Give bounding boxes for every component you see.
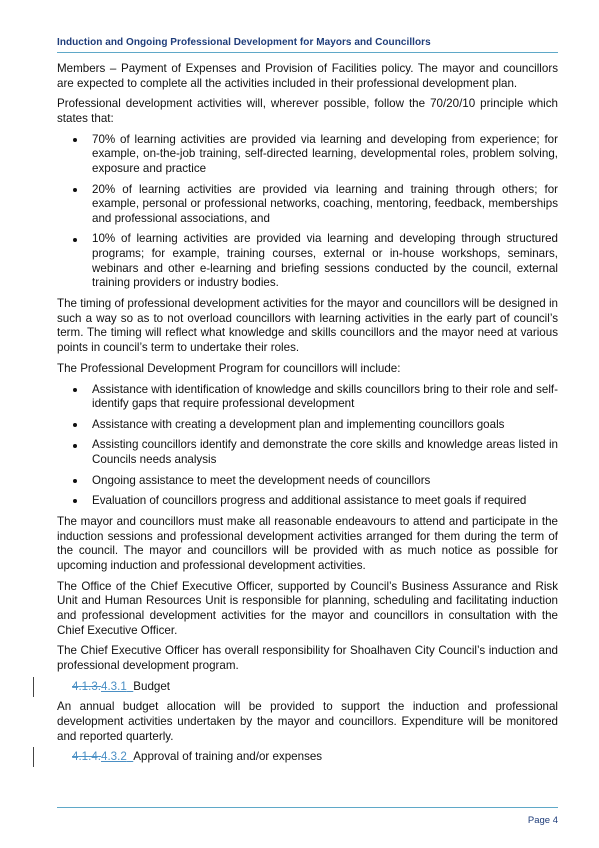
header-rule <box>57 52 558 53</box>
list-item-text: Evaluation of councillors progress and additional assistance to meet goals if required <box>92 494 527 508</box>
list-item-text: 70% of learning activities are provided via learning and developing from experience; for example, on-the-job training, self-directed learning, developmental roles, problem solving, exposure and practice <box>92 132 558 175</box>
heading-old-number: 4.1.4. <box>72 750 102 764</box>
paragraph-timing: The timing of professional development activities for the mayor and councillors will be designed in such a way so as to not overload councillors with learning activities in the early part of council’s term. The timing will reflect what knowledge and skills councillors and the mayor need at various points in council’s term to undertake their roles. <box>57 297 558 354</box>
list-item <box>57 183 558 227</box>
change-bar <box>33 677 34 697</box>
footer-rule <box>57 807 558 808</box>
heading-new-number: 4.3.1 <box>101 679 127 693</box>
paragraph-attendance: The mayor and councillors must make all reasonable endeavours to attend and participate in the induction sessions and professional development activities arranged for them during the term of the council. The mayor and councillors will be provided with as much notice as possible for upcoming induction and professional development activities. <box>57 515 558 572</box>
bullet-icon <box>73 138 77 142</box>
list-item <box>57 494 558 509</box>
paragraph-ceo-responsibility: The Chief Executive Officer has overall responsibility for Shoalhaven City Council’s induction and professional development program. <box>57 644 558 672</box>
bullet-icon <box>73 499 77 503</box>
list-item <box>57 474 558 489</box>
list-item-text: 20% of learning activities are provided via learning and training through others; for example, personal or professional networks, coaching, mentoring, feedback, memberships and professional associations, and <box>92 182 558 225</box>
list-item <box>57 232 558 290</box>
heading-title: Budget <box>133 679 171 693</box>
bullet-icon <box>73 479 77 483</box>
heading-title: Approval of training and/or expenses <box>133 750 323 764</box>
change-bar <box>33 747 34 767</box>
list-item <box>57 133 558 177</box>
paragraph-principle-intro: Professional development activities will, wherever possible, follow the 70/20/10 principle which states that: <box>57 97 558 125</box>
document-body <box>57 62 558 771</box>
section-heading-approval <box>57 750 558 765</box>
bullet-icon <box>73 444 77 448</box>
list-item-text: Ongoing assistance to meet the development needs of councillors <box>92 473 431 487</box>
bullet-icon <box>73 388 77 392</box>
bullet-icon <box>73 238 77 242</box>
principle-list <box>57 133 558 291</box>
section-heading-budget <box>57 680 558 695</box>
list-item <box>57 438 558 467</box>
page-number: Page 4 <box>527 815 558 826</box>
heading-new-number: 4.3.2 <box>101 750 127 764</box>
list-item-text: Assistance with identification of knowledge and skills councillors bring to their role and self-identify gaps that require professional development <box>92 382 558 411</box>
list-item-text: 10% of learning activities are provided via learning and developing through structured programs; for example, training courses, external or in-house workshops, seminars, webinars and other e-learning and briefing sessions conducted by the council, external training providers or industry bodies. <box>92 232 558 290</box>
bullet-icon <box>73 188 77 192</box>
list-item-text: Assistance with creating a development plan and implementing councillors goals <box>92 417 505 431</box>
running-header: Induction and Ongoing Professional Development for Mayors and Councillors <box>57 37 431 48</box>
paragraph-office-ceo: The Office of the Chief Executive Officer, supported by Council’s Business Assurance and Risk Unit and Human Resources Unit is responsible for planning, scheduling and facilitating induction and professional development activities for the mayor and councillors in consultation with the Chief Executive Officer. <box>57 579 558 637</box>
paragraph-expenses: Members – Payment of Expenses and Provision of Facilities policy. The mayor and councillors are expected to complete all the activities included in their professional development plan. <box>57 62 558 90</box>
list-item <box>57 383 558 412</box>
program-list <box>57 383 558 509</box>
paragraph-program-intro: The Professional Development Program for councillors will include: <box>57 361 401 375</box>
heading-old-number: 4.1.3. <box>72 679 102 693</box>
paragraph-budget: An annual budget allocation will be provided to support the induction and professional development activities undertaken by the mayor and councillors. Expenditure will be monitored and reported quarterly. <box>57 700 558 743</box>
list-item <box>57 418 558 433</box>
bullet-icon <box>73 423 77 427</box>
list-item-text: Assisting councillors identify and demonstrate the core skills and knowledge areas listed in Councils needs analysis <box>92 438 558 466</box>
